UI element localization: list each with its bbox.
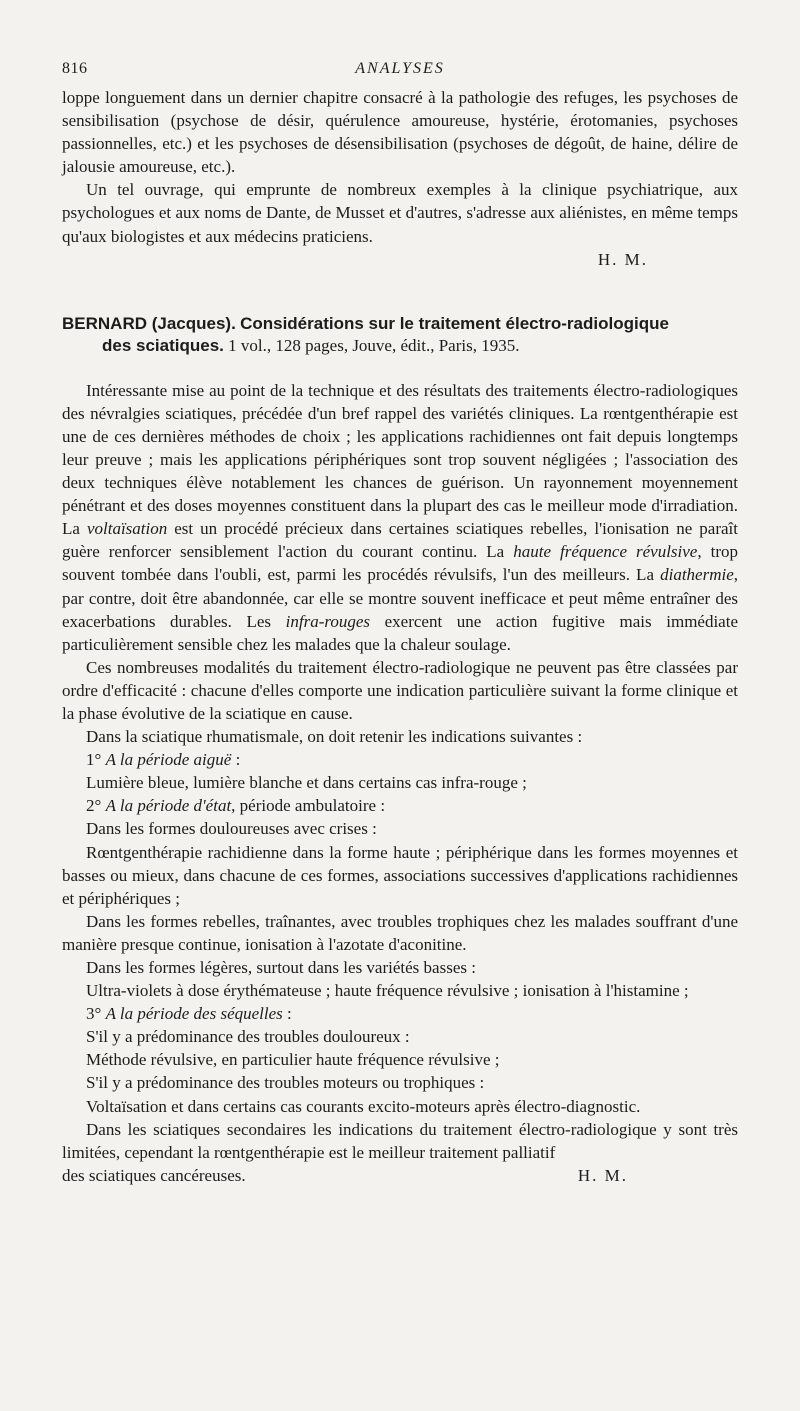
- intro-text-3: , trop souvent tombée dans l'oubli, est, parmi les procédés révulsifs, l'un des meilleurs. La: [62, 542, 738, 585]
- phase2-uv: Ultra-violets à dose érythémateuse ; haute fréquence révulsive ; ionisation à l'histamine ;: [86, 981, 689, 1001]
- phase1-text: Lumière bleue, lumière blanche et dans certains cas infra-rouge ;: [86, 773, 527, 793]
- phase3-method: Méthode révulsive, en particulier haute fréquence révulsive ;: [86, 1050, 500, 1070]
- intro-text-2: est un procédé précieux dans certaines sciatiques rebelles, l'ionisation ne paraît guère renforcer sensiblement l'action du courant continu. La: [62, 519, 738, 562]
- running-head: [62, 60, 738, 86]
- review-author: BERNARD (Jacques).: [62, 313, 236, 333]
- phase2-heading: [62, 794, 738, 817]
- phase2-rest: , période ambulatoire :: [231, 796, 386, 816]
- review-title-part1: Considérations sur le traitement électro-radiologique: [240, 313, 669, 333]
- phase1-colon: :: [231, 750, 241, 770]
- phase2-rebel: Dans les formes rebelles, traînantes, avec troubles trophiques chez les malades souffrant d'une manière presque continue, ionisation à l'azotate d'aconitine.: [62, 911, 738, 954]
- intro-text-1: Intéressante mise au point de la technique et des résultats des traitements électro-radiologiques des névralgies sciatiques, précédée d'un bref rappel des variétés cliniques. La rœntgenthérapie est une de ces dernières méthodes de choix ; les applications rachidiennes ont fait depuis longtemps leur preuve ; mais les applications périphériques sont trop souvent négligées ; l'association des deux techniques élève notablement les chances de guérison. Un rayonnement moyennement pénétrant et des doses moyennes constituent dans la plupart des cas le meilleur mode d'irradiation. La: [62, 380, 738, 539]
- running-title: ANALYSES: [355, 60, 445, 77]
- intro-term-infra-rouges: infra-rouges: [285, 611, 371, 631]
- phase2-roentgen: Rœntgenthérapie rachidienne dans la forme haute ; périphérique dans les formes moyennes et basses ou mieux, dans chacune de ces formes, associations successives d'applications rachidiennes et périphériques ;: [62, 842, 738, 908]
- review-title-part2: des sciatiques.: [102, 335, 224, 355]
- secondary-paragraph: Dans les sciatiques secondaires les indications du traitement électro-radiologique y sont très limitées, cependant la rœntgenthérapie est le meilleur traitement palliatif: [62, 1119, 738, 1162]
- phase3-voltaisation: Voltaïsation et dans certains cas courants excito-moteurs après électro-diagnostic.: [86, 1096, 641, 1116]
- phase1-heading: [62, 748, 738, 771]
- review-signature: H. M.: [577, 1165, 628, 1185]
- page-number: 816: [62, 60, 88, 77]
- phase3-label: A la période des séquelles: [105, 1004, 283, 1024]
- phase1-label: A la période aiguë: [105, 750, 232, 770]
- prev-review-paragraph-2: Un tel ouvrage, qui emprunte de nombreux exemples à la clinique psychiatrique, aux psychologues et aux noms de Dante, de Musset et d'autres, s'adresse aux aliénistes, en même temps qu'aux biologistes et aux médecins praticiens.: [62, 180, 738, 246]
- rheumatic-intro: Dans la sciatique rhumatismale, on doit retenir les indications suivantes :: [86, 727, 583, 747]
- phase3-number: 3°: [86, 1004, 106, 1024]
- intro-text-4: , par contre, doit être abandonnée, car elle se montre souvent inefficace et peut même entraîner des exacerbations durables. Les: [62, 565, 738, 631]
- review-intro-paragraph: [62, 379, 738, 656]
- review-heading-line2: [62, 335, 738, 357]
- phase3-heading: [62, 1002, 738, 1025]
- phase2-painful: Dans les formes douloureuses avec crises :: [86, 819, 377, 839]
- phase3-pain: S'il y a prédominance des troubles douloureux :: [86, 1027, 410, 1047]
- prev-review-signature: H. M.: [597, 249, 648, 269]
- classification-paragraph: Ces nombreuses modalités du traitement électro-radiologique ne peuvent pas être classées par ordre d'efficacité : chacune d'elles comporte une indication particulière suivant la forme clinique et la phase évolutive de la sciatique en cause.: [62, 657, 738, 723]
- intro-term-voltaisation: voltaïsation: [86, 519, 168, 539]
- phase2-label: A la période d'état: [105, 796, 232, 816]
- review-publication: 1 vol., 128 pages, Jouve, édit., Paris, 1935.: [228, 335, 520, 355]
- review-heading: [62, 313, 738, 357]
- secondary-end-text: des sciatiques cancéreuses.: [62, 1165, 246, 1185]
- phase3-colon: :: [282, 1004, 292, 1024]
- phase3-motor: S'il y a prédominance des troubles moteurs ou trophiques :: [86, 1073, 485, 1093]
- phase2-number: 2°: [86, 796, 106, 816]
- prev-review-paragraph-1: loppe longuement dans un dernier chapitre consacré à la pathologie des refuges, les psychoses de sensibilisation (psychose de désir, quérulence amoureuse, hystérie, érotomanies, psychoses passionnelles, etc.) et les psychoses de désensibilisation (psychoses de dégoût, de haine, délire de jalousie amoureuse, etc.).: [62, 88, 738, 177]
- secondary-last-line: [62, 1164, 738, 1187]
- intro-term-diathermie: diathermie: [660, 565, 734, 585]
- phase1-number: 1°: [86, 750, 106, 770]
- intro-text-5: exercent une action fugitive mais immédiate particulièrement sensible chez les malades que la chaleur soulage.: [62, 611, 738, 654]
- intro-term-haute-frequence: haute fréquence révulsive: [513, 542, 698, 562]
- phase2-light: Dans les formes légères, surtout dans les variétés basses :: [86, 958, 476, 977]
